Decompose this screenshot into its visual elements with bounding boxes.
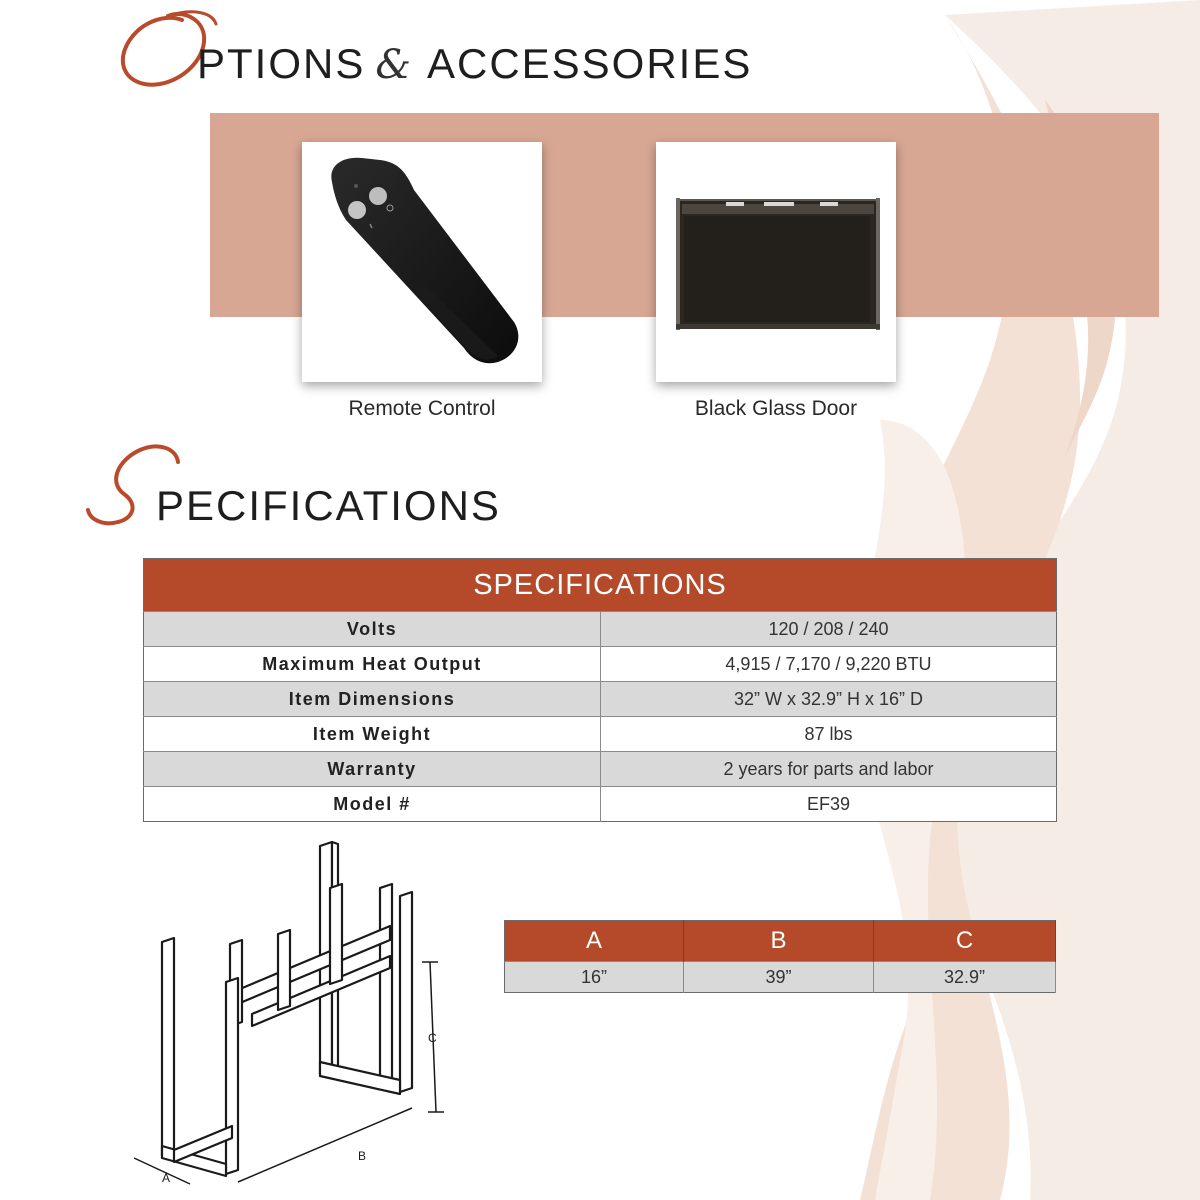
diagram-label-a: A (162, 1171, 171, 1185)
black-glass-door-caption: Black Glass Door (694, 397, 858, 420)
spec-value: 120 / 208 / 240 (601, 612, 1057, 647)
dimension-header-c: C (874, 921, 1056, 962)
diagram-label-b: B (358, 1149, 367, 1163)
table-row (144, 752, 1057, 787)
table-row (505, 962, 1056, 993)
spec-label: Volts (144, 612, 601, 647)
spec-label: Model # (144, 787, 601, 822)
options-heading-word: PTIONS (197, 40, 366, 87)
remote-control-image (302, 142, 542, 382)
spec-value: 87 lbs (601, 717, 1057, 752)
accessories-heading-word: ACCESSORIES (426, 40, 753, 87)
spec-label: Warranty (144, 752, 601, 787)
remote-control-card (302, 142, 542, 382)
specifications-heading-word: PECIFICATIONS (156, 482, 501, 529)
specifications-table-title: SPECIFICATIONS (144, 559, 1057, 612)
diagram-label-c: C (428, 1031, 437, 1045)
table-row (144, 682, 1057, 717)
spec-value: EF39 (601, 787, 1057, 822)
options-heading (197, 40, 752, 92)
black-glass-door-card (656, 142, 896, 382)
table-row (144, 612, 1057, 647)
dimension-header-a: A (505, 921, 684, 962)
spec-value: 4,915 / 7,170 / 9,220 BTU (601, 647, 1057, 682)
spec-value: 32” W x 32.9” H x 16” D (601, 682, 1057, 717)
table-row (144, 717, 1057, 752)
dimension-value-b: 39” (684, 962, 874, 993)
dimensions-table (504, 920, 1056, 993)
table-row (144, 647, 1057, 682)
specifications-table (143, 558, 1057, 822)
dimension-value-c: 32.9” (874, 962, 1056, 993)
table-row (144, 787, 1057, 822)
spec-label: Item Dimensions (144, 682, 601, 717)
dimension-diagram (120, 830, 460, 1190)
spec-label: Maximum Heat Output (144, 647, 601, 682)
spec-value: 2 years for parts and labor (601, 752, 1057, 787)
ampersand: & (375, 42, 413, 88)
remote-control-caption: Remote Control (348, 397, 496, 420)
black-glass-door-image (656, 142, 896, 382)
dimension-header-b: B (684, 921, 874, 962)
spec-label: Item Weight (144, 717, 601, 752)
specifications-heading (156, 482, 501, 530)
dimension-value-a: 16” (505, 962, 684, 993)
